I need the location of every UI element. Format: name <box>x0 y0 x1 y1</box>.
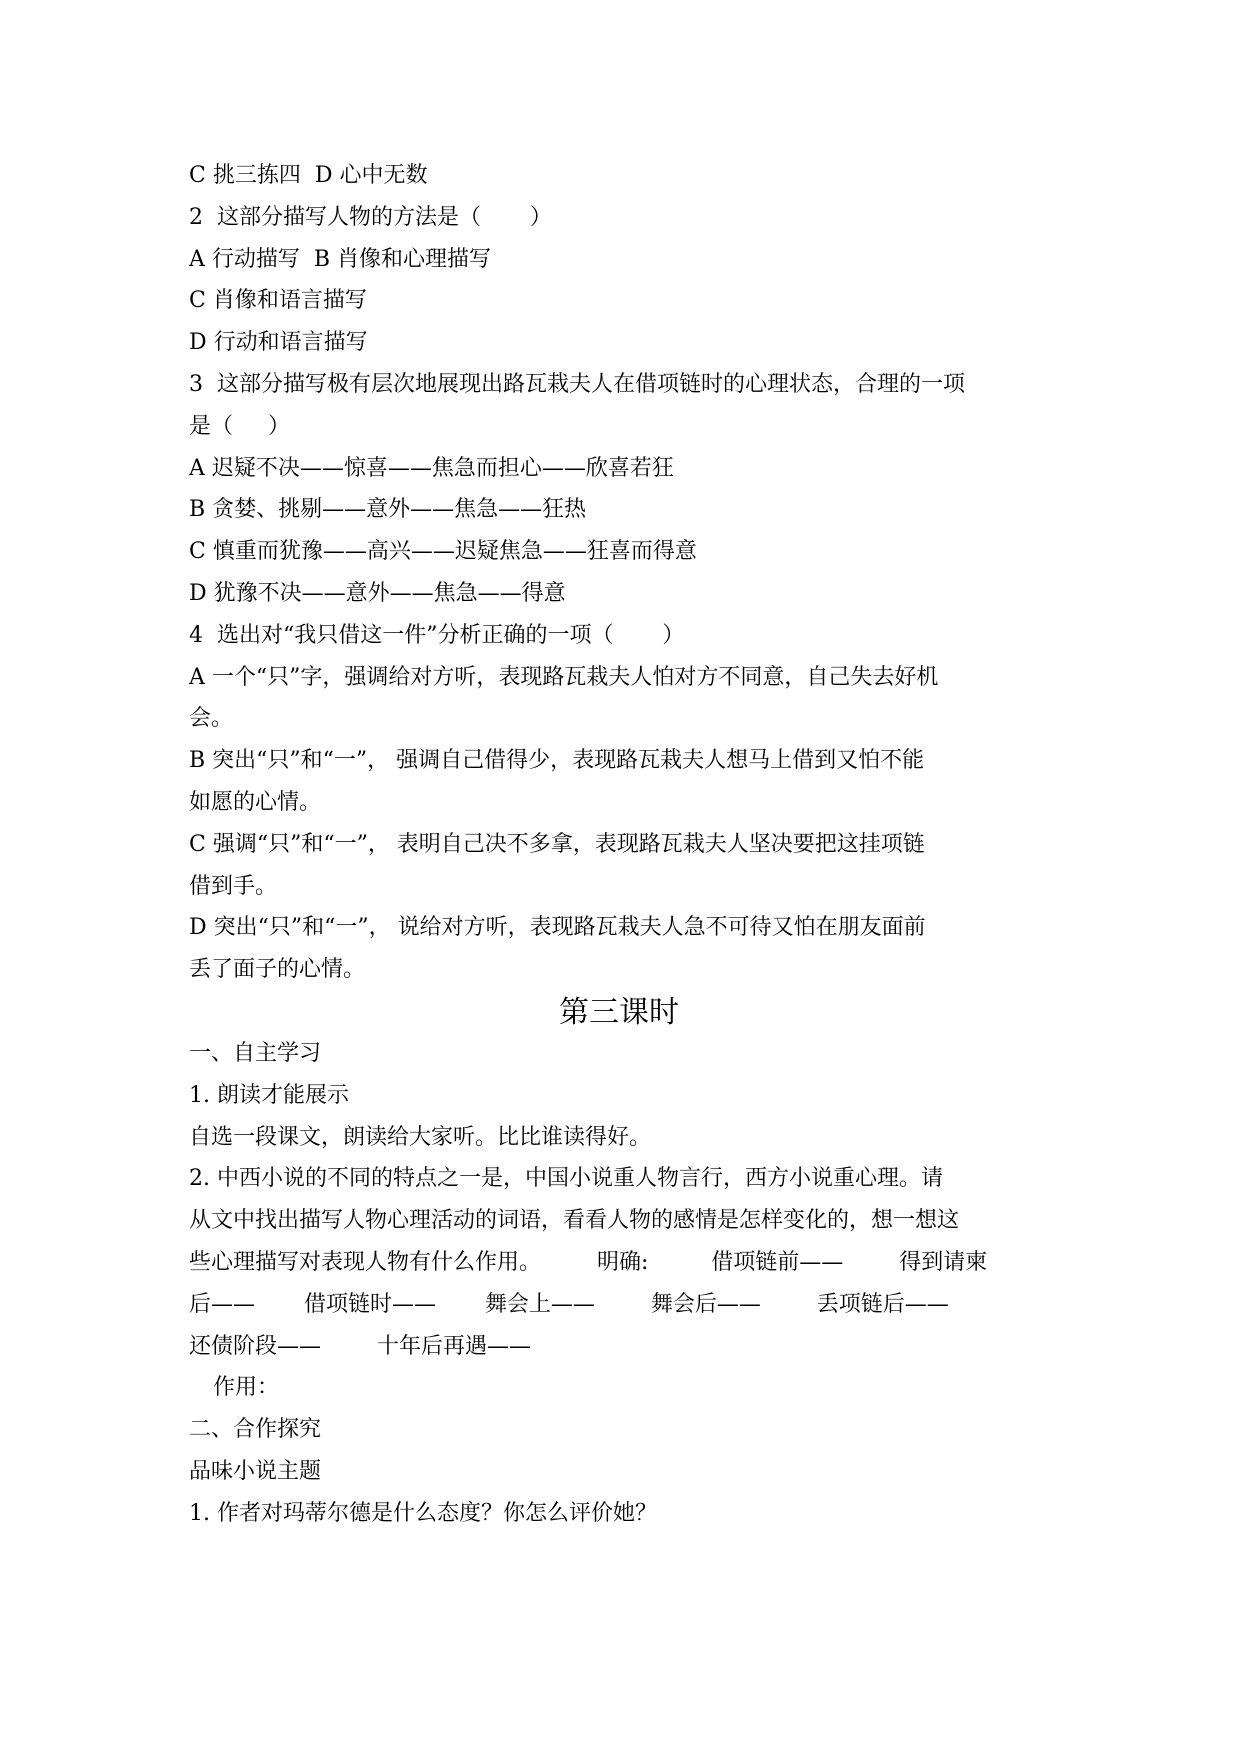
task-2-line-5: 还债阶段—— 十年后再遇—— <box>189 1333 531 1359</box>
question-3-option-b: B 贪婪、挑剔——意外——焦急——狂热 <box>189 497 587 523</box>
option-line-c-d: C 挑三拣四 D 心中无数 <box>189 163 428 188</box>
task-2-line-4: 后—— 借项链时—— 舞会上—— 舞会后—— 丢项链后—— <box>189 1291 949 1317</box>
task-1-title: 1. 朗读才能展示 <box>189 1082 349 1108</box>
question-4-option-a-line-1: A 一个“只”字，强调给对方听，表现路瓦栽夫人怕对方不同意，自己失去好机 <box>189 664 939 690</box>
question-2-option-c: C 肖像和语言描写 <box>189 288 367 314</box>
question-3-option-a: A 迟疑不决——惊喜——焦急而担心——欣喜若狂 <box>189 455 674 481</box>
question-4-option-d-line-2: 丢了面子的心情。 <box>189 957 366 983</box>
section-heading: 第三课时 <box>559 994 679 1030</box>
task-2-effect-label: 作用： <box>213 1375 280 1401</box>
question-2: 2 这部分描写人物的方法是（ ） <box>189 204 552 230</box>
question-4-option-a-line-2: 会。 <box>189 706 234 732</box>
task-1-text: 自选一段课文，朗读给大家听。比比谁读得好。 <box>189 1124 652 1150</box>
question-4-option-c-line-2: 借到手。 <box>189 873 278 899</box>
section-2-title: 二、合作探究 <box>189 1417 322 1443</box>
section-1-title: 一、自主学习 <box>189 1040 322 1066</box>
question-3-option-c: C 慎重而犹豫——高兴——迟疑焦急——狂喜而得意 <box>189 539 697 565</box>
section-2-question-1: 1. 作者对玛蒂尔德是什么态度？你怎么评价她？ <box>189 1500 657 1526</box>
document-body <box>189 155 1059 1535</box>
question-3-line-1: 3 这部分描写极有层次地展现出路瓦栽夫人在借项链时的心理状态，合理的一项 <box>189 371 965 397</box>
task-2-line-2: 从文中找出描写人物心理活动的词语，看看人物的感情是怎样变化的，想一想这 <box>189 1208 960 1234</box>
question-3-option-d: D 犹豫不决——意外——焦急——得意 <box>189 580 566 606</box>
task-2-line-3: 些心理描写对表现人物有什么作用。 明确: 借项链前—— 得到请柬 <box>189 1249 988 1275</box>
question-4-option-b-line-1: B 突出“只”和“一”， 强调自己借得少，表现路瓦栽夫人想马上借到又怕不能 <box>189 748 925 774</box>
section-2-subtitle: 品味小说主题 <box>189 1458 322 1484</box>
task-2-line-1: 2. 中西小说的不同的特点之一是，中国小说重人物言行，西方小说重心理。请 <box>189 1166 943 1192</box>
question-4-option-d-line-1: D 突出“只”和“一”， 说给对方听，表现路瓦栽夫人急不可待又怕在朋友面前 <box>189 915 926 941</box>
question-4-option-b-line-2: 如愿的心情。 <box>189 789 322 815</box>
question-4: 4 选出对“我只借这一件”分析正确的一项（ ） <box>189 622 685 648</box>
question-4-option-c-line-1: C 强调“只”和“一”， 表明自己决不多拿，表现路瓦栽夫人坚决要把这挂项链 <box>189 831 925 857</box>
question-2-option-d: D 行动和语言描写 <box>189 330 368 356</box>
question-2-option-a-b: A 行动描写 B 肖像和心理描写 <box>189 246 492 272</box>
question-3-line-2: 是（ ） <box>189 413 290 439</box>
